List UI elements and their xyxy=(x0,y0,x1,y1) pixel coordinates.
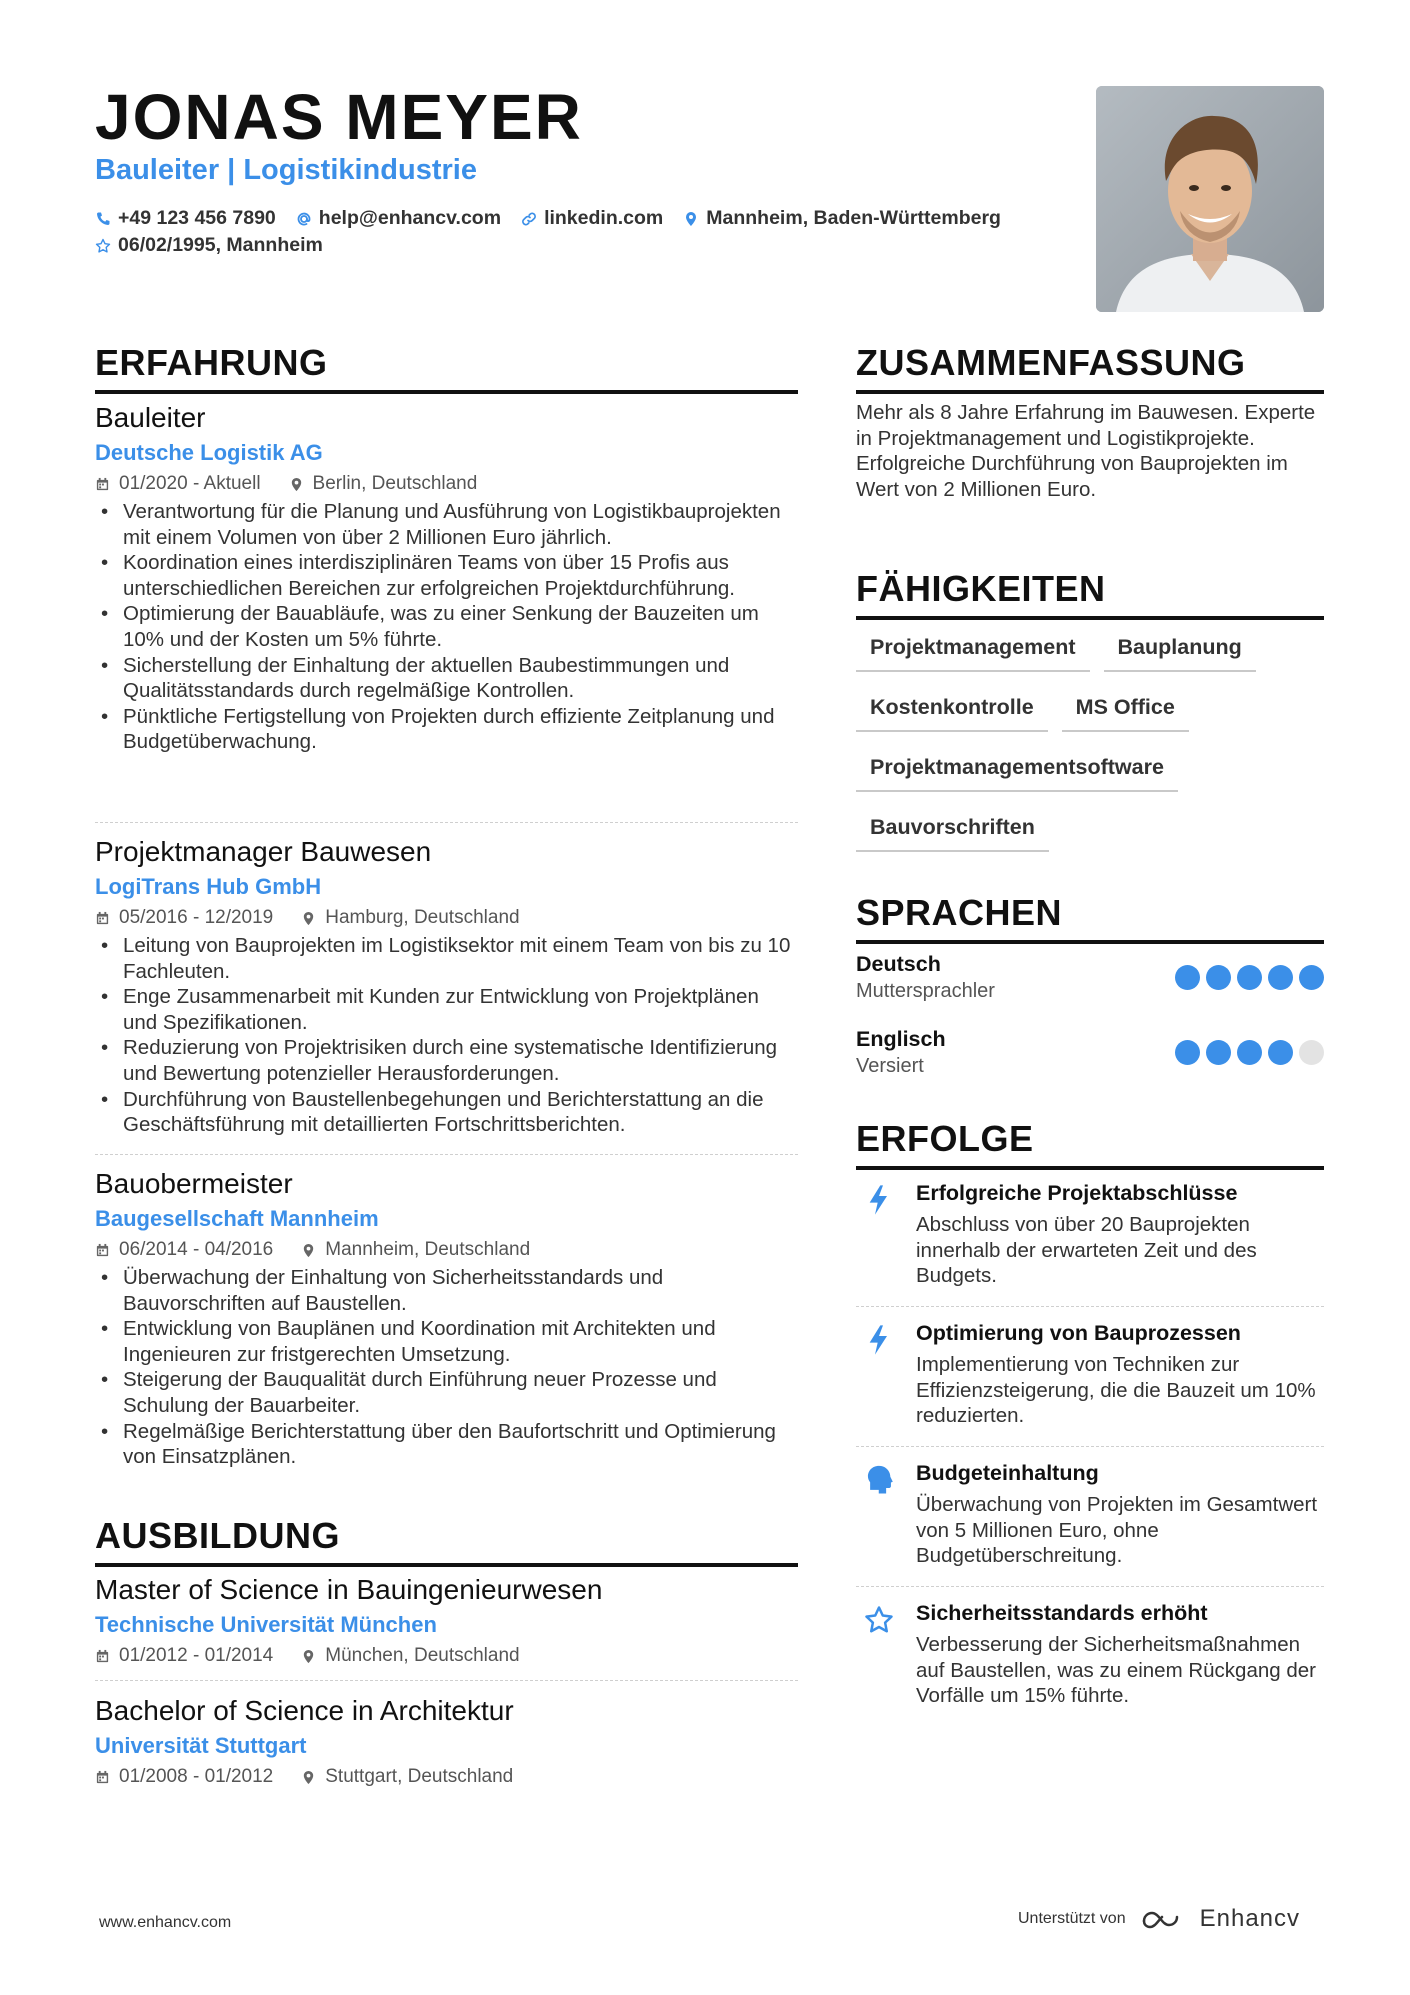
language-rating xyxy=(1175,965,1324,990)
experience-item xyxy=(95,1166,798,1470)
footer-website[interactable]: www.enhancv.com xyxy=(99,1914,232,1931)
language-level: Muttersprachler xyxy=(856,980,995,1002)
divider xyxy=(856,1306,1324,1307)
education-dates xyxy=(95,1643,273,1669)
divider xyxy=(856,1586,1324,1587)
star-outline-icon xyxy=(95,238,111,254)
achievement-item xyxy=(856,1178,1324,1289)
education-item xyxy=(95,1572,798,1669)
job-company: Baugesellschaft Mannheim xyxy=(95,1206,379,1231)
job-dates xyxy=(95,471,261,497)
rating-dot-empty xyxy=(1299,1040,1324,1065)
footer-brand xyxy=(1018,1905,1300,1933)
candidate-subtitle: Bauleiter | Logistikindustrie xyxy=(95,154,477,186)
profile-photo xyxy=(1096,86,1324,312)
job-bullet: • Steigerung der Bauqualität durch Einführung neuer Prozesse und Schulung der Bauarbeiter. xyxy=(95,1367,798,1418)
map-pin-icon xyxy=(301,911,316,926)
achievement-item xyxy=(856,1458,1324,1569)
achievement-title: Erfolgreiche Projektabschlüsse xyxy=(916,1181,1238,1205)
link-icon xyxy=(521,211,537,227)
achievement-title: Budgeteinhaltung xyxy=(916,1461,1099,1485)
enhancv-logo-icon xyxy=(1140,1907,1186,1931)
divider xyxy=(95,1680,798,1681)
job-bullets xyxy=(95,499,798,755)
summary-text: Mehr als 8 Jahre Erfahrung im Bauwesen. Experte in Projektmanagement und Logistikprojekte. Erfolgreiche Durchführung von Bauprojekten im Wert von 2 Millionen Euro. xyxy=(856,401,1316,501)
map-pin-icon xyxy=(289,477,304,492)
education-dates xyxy=(95,1764,273,1790)
achievement-text: Verbesserung der Sicherheitsmaßnahmen auf Baustellen, was zu einem Rückgang der Vorfälle um 15% führte. xyxy=(916,1633,1316,1708)
linkedin-text: linkedin.com xyxy=(544,207,664,229)
job-bullet: • Koordination eines interdisziplinären Teams von über 15 Profis aus unterschiedlichen Bereichen zur erfolgreichen Projektdurchführung. xyxy=(95,550,798,601)
rating-dot-filled xyxy=(1206,1040,1231,1065)
language-level: Versiert xyxy=(856,1055,924,1077)
language-item xyxy=(856,1025,1324,1079)
rating-dot-filled xyxy=(1237,965,1262,990)
school-name: Universität Stuttgart xyxy=(95,1733,307,1758)
job-bullet: • Entwicklung von Bauplänen und Koordination mit Architekten und Ingenieuren zur fristgerechten Umsetzung. xyxy=(95,1316,798,1367)
rating-dot-filled xyxy=(1206,965,1231,990)
job-bullet: • Reduzierung von Projektrisiken durch eine systematische Identifizierung und Bewertung potenzieller Herausforderungen. xyxy=(95,1035,798,1086)
job-bullet: • Optimierung der Bauabläufe, was zu einer Senkung der Bauzeiten um 10% und der Kosten um 5% führte. xyxy=(95,601,798,652)
divider xyxy=(95,822,798,823)
contact-info xyxy=(95,205,1085,259)
lightning-icon xyxy=(864,1184,894,1216)
job-company: LogiTrans Hub GmbH xyxy=(95,874,322,899)
calendar-icon xyxy=(95,477,110,492)
skill-tag: Bauvorschriften xyxy=(856,812,1049,852)
job-bullet: • Sicherstellung der Einhaltung der aktuellen Baubestimmungen und Qualitätsstandards durch regelmäßige Kontrollen. xyxy=(95,653,798,704)
job-location xyxy=(301,905,519,931)
skills-heading: FÄHIGKEITEN xyxy=(856,568,1324,620)
job-dates-text: 05/2016 - 12/2019 xyxy=(119,907,274,928)
rating-dot-filled xyxy=(1268,965,1293,990)
brand-name: Enhancv xyxy=(1199,1905,1301,1932)
job-location xyxy=(301,1237,530,1263)
rating-dot-filled xyxy=(1237,1040,1262,1065)
job-dates xyxy=(95,1237,273,1263)
job-title: Bauleiter xyxy=(95,402,206,433)
phone-contact xyxy=(95,205,276,232)
job-bullet: • Durchführung von Baustellenbegehungen und Berichterstattung an die Geschäftsführung mit detaillierten Fortschrittsberichten. xyxy=(95,1087,798,1138)
achievement-title: Optimierung von Bauprozessen xyxy=(916,1321,1241,1345)
experience-item xyxy=(95,400,798,755)
job-bullet: • Enge Zusammenarbeit mit Kunden zur Entwicklung von Projektplänen und Spezifikationen. xyxy=(95,984,798,1035)
job-dates-text: 01/2020 - Aktuell xyxy=(119,473,261,494)
location-contact xyxy=(683,205,1001,232)
achievement-title: Sicherheitsstandards erhöht xyxy=(916,1601,1208,1625)
job-title: Bauobermeister xyxy=(95,1168,293,1199)
education-meta xyxy=(95,1643,798,1669)
map-pin-icon xyxy=(301,1243,316,1258)
map-pin-icon xyxy=(301,1649,316,1664)
calendar-icon xyxy=(95,1243,110,1258)
divider xyxy=(856,1446,1324,1447)
calendar-icon xyxy=(95,911,110,926)
language-name: Englisch xyxy=(856,1027,946,1051)
job-location-text: Mannheim, Deutschland xyxy=(325,1239,531,1260)
achievement-text: Implementierung von Techniken zur Effizienzsteigerung, die die Bauzeit um 10% reduzierten. xyxy=(916,1353,1316,1428)
skill-tag: Projektmanagement xyxy=(856,632,1090,672)
job-bullet: • Überwachung der Einhaltung von Sicherheitsstandards und Bauvorschriften auf Baustellen. xyxy=(95,1265,798,1316)
location-text: Mannheim, Baden-Württemberg xyxy=(706,207,1001,229)
degree-title: Bachelor of Science in Architektur xyxy=(95,1695,514,1726)
rating-dot-filled xyxy=(1268,1040,1293,1065)
experience-item xyxy=(95,834,798,1138)
job-location xyxy=(289,471,478,497)
school-name: Technische Universität München xyxy=(95,1612,437,1637)
at-icon xyxy=(296,211,312,227)
rating-dot-filled xyxy=(1175,1040,1200,1065)
language-name: Deutsch xyxy=(856,952,941,976)
job-meta xyxy=(95,1237,798,1263)
skill-tag: Kostenkontrolle xyxy=(856,692,1048,732)
head-icon xyxy=(864,1464,894,1496)
education-location xyxy=(301,1643,519,1669)
map-pin-icon xyxy=(683,211,699,227)
rating-dot-filled xyxy=(1175,965,1200,990)
languages-heading: SPRACHEN xyxy=(856,892,1324,944)
birth-contact xyxy=(95,232,323,259)
education-location-text: München, Deutschland xyxy=(325,1645,520,1666)
profile-photo-illustration xyxy=(1096,86,1324,312)
job-bullets xyxy=(95,1265,798,1470)
lightning-icon xyxy=(864,1324,894,1356)
skill-tag: Projektmanagementsoftware xyxy=(856,752,1178,792)
job-location-text: Berlin, Deutschland xyxy=(312,473,478,494)
achievement-text: Überwachung von Projekten im Gesamtwert von 5 Millionen Euro, ohne Budgetüberschreitung. xyxy=(916,1493,1318,1568)
job-dates xyxy=(95,905,273,931)
map-pin-icon xyxy=(301,1770,316,1785)
calendar-icon xyxy=(95,1649,110,1664)
summary-heading: ZUSAMMENFASSUNG xyxy=(856,342,1324,394)
star-icon xyxy=(864,1604,894,1636)
job-title: Projektmanager Bauwesen xyxy=(95,836,432,867)
job-bullet: • Leitung von Bauprojekten im Logistiksektor mit einem Team von bis zu 10 Fachleuten. xyxy=(95,933,798,984)
email-contact[interactable] xyxy=(296,205,501,232)
linkedin-contact[interactable] xyxy=(521,205,663,232)
achievement-item xyxy=(856,1318,1324,1429)
divider xyxy=(95,1154,798,1155)
skills-list xyxy=(856,632,1324,852)
job-bullet: • Pünktliche Fertigstellung von Projekten durch effiziente Zeitplanung und Budgetüberwachung. xyxy=(95,704,798,755)
education-heading: AUSBILDUNG xyxy=(95,1515,798,1567)
powered-by-text: Unterstützt von xyxy=(1018,1910,1126,1927)
rating-dot-filled xyxy=(1299,965,1324,990)
achievements-heading: ERFOLGE xyxy=(856,1118,1324,1170)
education-location xyxy=(301,1764,513,1790)
birth-text: 06/02/1995, Mannheim xyxy=(118,234,323,256)
calendar-icon xyxy=(95,1770,110,1785)
job-bullet: • Regelmäßige Berichterstattung über den Baufortschritt und Optimierung von Einsatzplänen. xyxy=(95,1419,798,1470)
education-meta xyxy=(95,1764,798,1790)
phone-icon xyxy=(95,211,111,227)
job-bullets xyxy=(95,933,798,1138)
skill-tag: Bauplanung xyxy=(1104,632,1256,672)
education-dates-text: 01/2012 - 01/2014 xyxy=(119,1645,274,1666)
language-rating xyxy=(1175,1040,1324,1065)
job-location-text: Hamburg, Deutschland xyxy=(325,907,520,928)
experience-heading: ERFAHRUNG xyxy=(95,342,798,394)
achievement-text: Abschluss von über 20 Bauprojekten innerhalb der erwarteten Zeit und des Budgets. xyxy=(916,1213,1257,1288)
language-item xyxy=(856,950,1324,1004)
email-text: help@enhancv.com xyxy=(318,207,502,229)
education-dates-text: 01/2008 - 01/2012 xyxy=(119,1766,274,1787)
candidate-name: JONAS MEYER xyxy=(95,81,583,153)
degree-title: Master of Science in Bauingenieurwesen xyxy=(95,1574,603,1605)
job-dates-text: 06/2014 - 04/2016 xyxy=(119,1239,274,1260)
education-location-text: Stuttgart, Deutschland xyxy=(325,1766,514,1787)
job-meta xyxy=(95,905,798,931)
education-item xyxy=(95,1693,798,1790)
job-bullet: • Verantwortung für die Planung und Ausführung von Logistikbauprojekten mit einem Volumen von über 2 Millionen Euro jährlich. xyxy=(95,499,798,550)
achievement-item xyxy=(856,1598,1324,1709)
phone-text: +49 123 456 7890 xyxy=(118,207,276,229)
job-meta xyxy=(95,471,798,497)
skill-tag: MS Office xyxy=(1062,692,1189,732)
job-company: Deutsche Logistik AG xyxy=(95,440,323,465)
